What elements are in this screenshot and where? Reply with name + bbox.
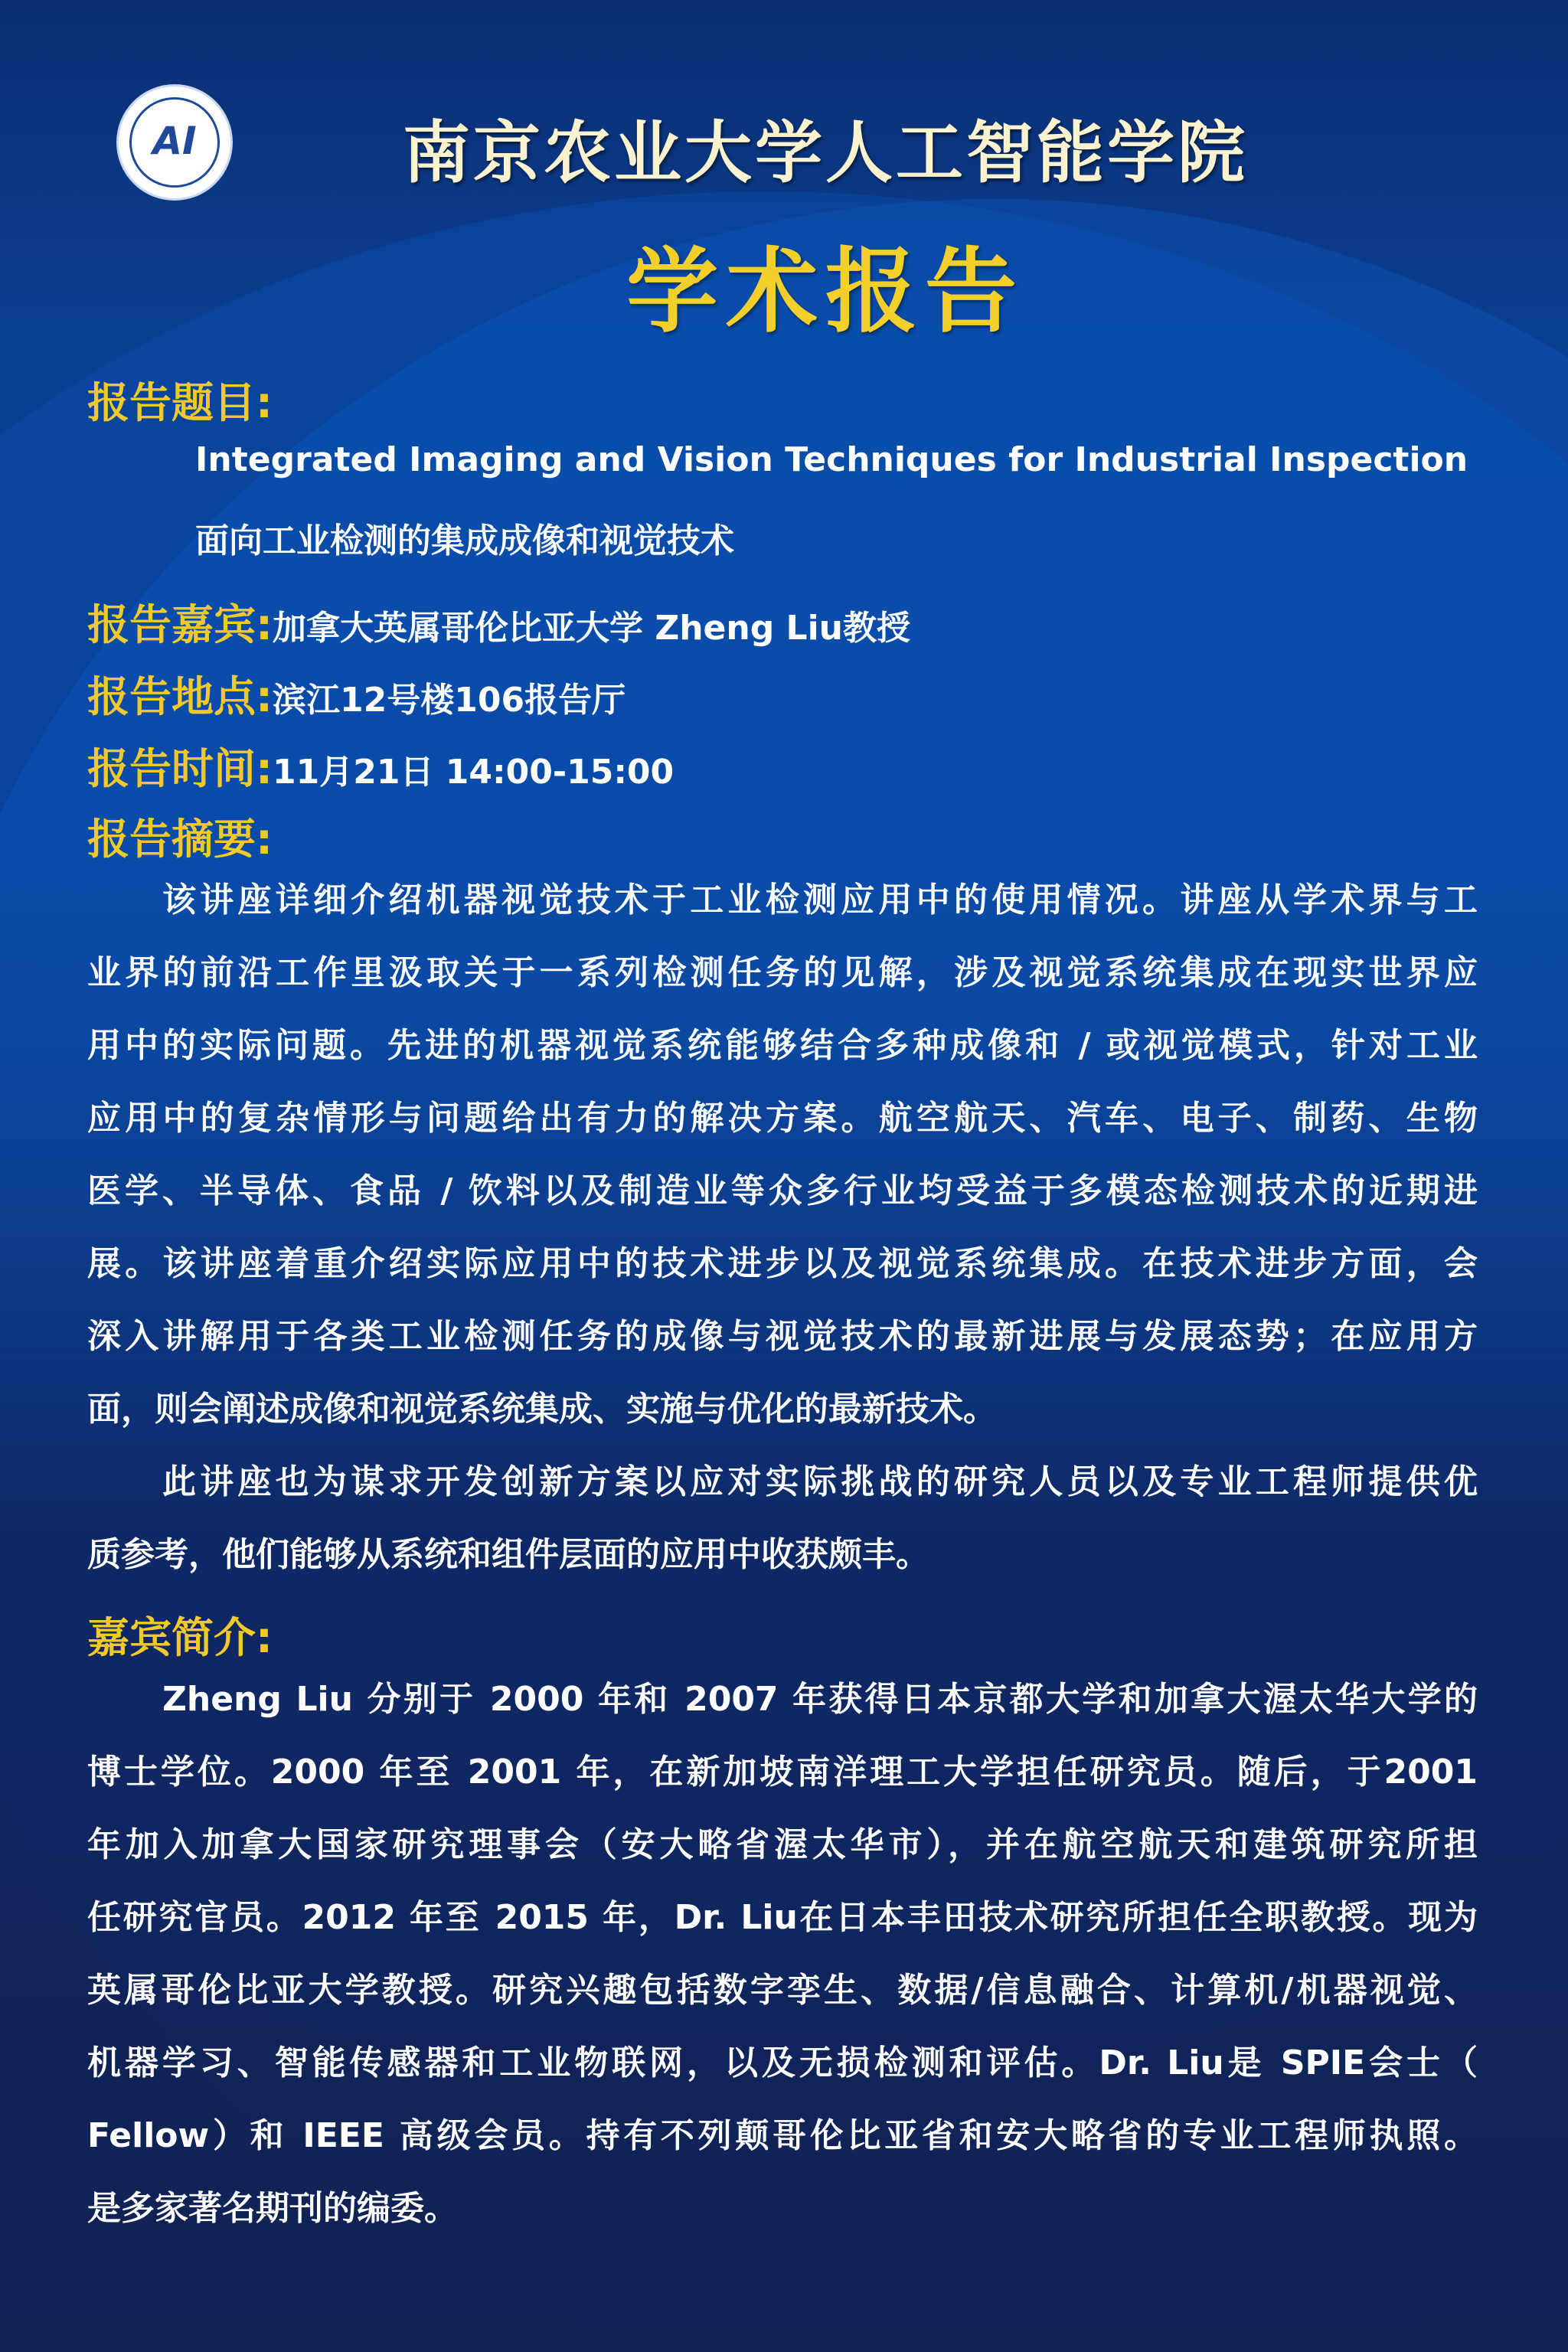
speaker-label: 报告嘉宾:: [87, 600, 273, 649]
topic-label: 报告题目:: [87, 378, 273, 427]
topic-english: Integrated Imaging and Vision Techniques for Industrial Inspection: [195, 440, 1468, 479]
bio-label: 嘉宾简介:: [87, 1613, 273, 1662]
text-line: 深入讲解用于各类工业检测任务的成像与视觉技术的最新进展与发展态势；在应用方: [87, 1317, 1478, 1356]
location-value: 滨江12号楼106报告厅: [273, 681, 626, 720]
text-line: 该讲座详细介绍机器视觉技术于工业检测应用中的使用情况。讲座从学术界与工: [162, 880, 1478, 920]
text-line: 展。该讲座着重介绍实际应用中的技术进步以及视觉系统集成。在技术进步方面，会: [87, 1244, 1478, 1283]
text-line: Fellow）和 IEEE 高级会员。持有不列颠哥伦比亚省和安大略省的专业工程师执照。: [87, 2116, 1478, 2155]
topic-chinese: 面向工业检测的集成成像和视觉技术: [195, 521, 734, 560]
text-line: Zheng Liu 分别于 2000 年和 2007 年获得日本京都大学和加拿大渥太华大学的: [162, 1680, 1478, 1719]
text-line: 此讲座也为谋求开发创新方案以应对实际挑战的研究人员以及专业工程师提供优: [162, 1462, 1478, 1501]
location-row: [87, 663, 626, 724]
college-logo: AI: [116, 84, 233, 201]
abstract-heading: [87, 805, 273, 866]
text-line: 用中的实际问题。先进的机器视觉系统能够结合多种成像和 / 或视觉模式，针对工业: [87, 1026, 1478, 1065]
poster-title: 学术报告: [626, 239, 1024, 345]
text-line: 医学、半导体、食品 / 饮料以及制造业等众多行业均受益于多模态检测技术的近期进: [87, 1171, 1478, 1210]
bio-heading: [87, 1604, 273, 1664]
abstract-label: 报告摘要:: [87, 815, 273, 864]
text-line: 任研究官员。2012 年至 2015 年，Dr. Liu在日本丰田技术研究所担任全职教授。现为: [87, 1898, 1478, 1937]
topic-section: [87, 369, 273, 430]
abstract-paragraph-2: [87, 1446, 1478, 1591]
text-line: 博士学位。2000 年至 2001 年，在新加坡南洋理工大学担任研究员。随后，于2001: [87, 1753, 1478, 1792]
abstract-paragraph-1: [87, 864, 1478, 1446]
bio-paragraph: [87, 1663, 1478, 2245]
text-line: 应用中的复杂情形与问题给出有力的解决方案。航空航天、汽车、电子、制药、生物: [87, 1099, 1478, 1138]
time-row: [87, 735, 674, 795]
text-line: 是多家著名期刊的编委。: [87, 2189, 458, 2228]
text-line: 质参考，他们能够从系统和组件层面的应用中收获颇丰。: [87, 1535, 929, 1574]
text-line: 面，则会阐述成像和视觉系统集成、实施与优化的最新技术。: [87, 1390, 997, 1429]
speaker-row: [87, 591, 910, 652]
text-line: 年加入加拿大国家研究理事会（安大略省渥太华市），并在航空航天和建筑研究所担: [87, 1825, 1478, 1864]
speaker-value: 加拿大英属哥伦比亚大学 Zheng Liu教授: [273, 609, 910, 648]
institution-name: 南京农业大学人工智能学院: [402, 113, 1248, 192]
text-line: 英属哥伦比亚大学教授。研究兴趣包括数字孪生、数据/信息融合、计算机/机器视觉、: [87, 1971, 1478, 2010]
time-label: 报告时间:: [87, 744, 273, 793]
time-value: 11月21日 14:00-15:00: [273, 753, 675, 792]
text-line: 业界的前沿工作里汲取关于一系列检测任务的见解，涉及视觉系统集成在现实世界应: [87, 953, 1478, 992]
location-label: 报告地点:: [87, 672, 273, 721]
text-line: 机器学习、智能传感器和工业物联网，以及无损检测和评估。Dr. Liu是 SPIE会士（: [87, 2043, 1478, 2082]
